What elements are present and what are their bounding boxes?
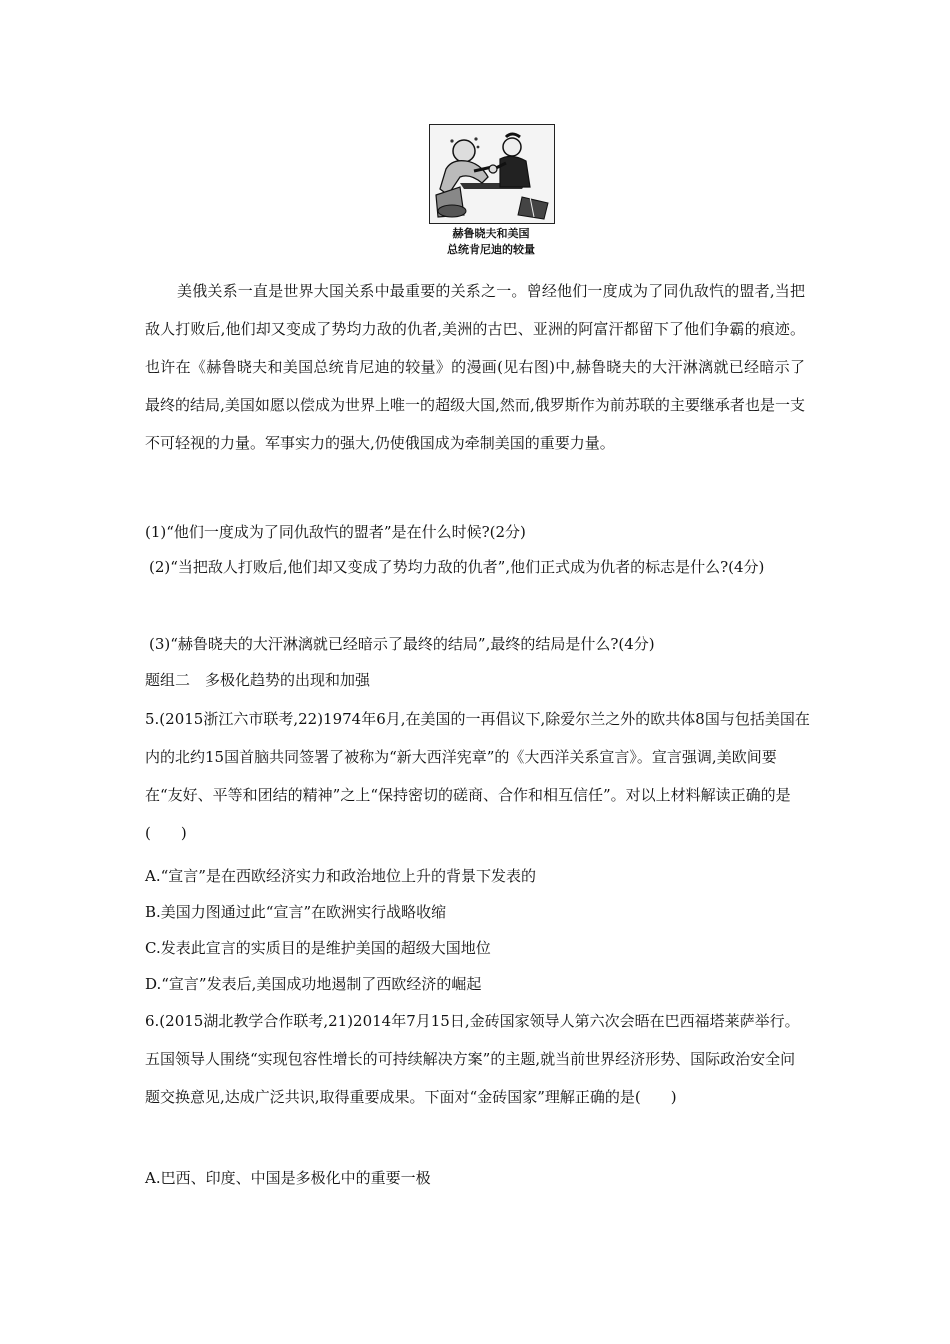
figure-caption-line1: 赫鲁晓夫和美国 [452,227,530,240]
cartoon-image [429,124,555,224]
reading-passage: 美俄关系一直是世界大国关系中最重要的关系之一。曾经他们一度成为了同仇敌忾的盟者,当把敌人打败后,他们却又变成了势均力敌的仇者,美洲的古巴、亚洲的阿富汗都留下了他们争霸的痕迹。也许在《赫鲁晓夫和美国总统肯尼迪的较量》的漫画(见右图)中,赫鲁晓夫的大汗淋漓就已经暗示了最终的结局,美国如愿以偿成为世界上唯一的超级大国,然而,俄罗斯作为前苏联的主要继承者也是一支不可轻视的力量。军事实力的强大,仍使俄国成为牵制美国的重要力量。 [145,282,805,452]
figure-caption-line2: 总统肯尼迪的较量 [447,243,535,256]
question-2-text: (2)“当把敌人打败后,他们却又变成了势均力敌的仇者”,他们正式成为仇者的标志是什么?(4分) [149,558,765,576]
question-1: (1)“他们一度成为了同仇敌忾的盟者”是在什么时候?(2分) [145,523,526,541]
arm-wrestling-cartoon-illustration [430,125,554,223]
question-5-stem: 5.(2015浙江六市联考,22)1974年6月,在美国的一再倡议下,除爱尔兰之外的欧共体8国与包括美国在内的北约15国首脑共同签署了被称为“新大西洋宪章”的《大西洋关系宣言》。宣言强调,美欧间要在“友好、平等和团结的精神”之上“保持密切的磋商、合作和相互信任”。对以上材料解读正确的是( ) [145,710,810,842]
question-5-option-d: D.“宣言”发表后,美国成功地遏制了西欧经济的崛起 [145,975,482,993]
question-3: (3)“赫鲁晓夫的大汗淋漓就已经暗示了最终的结局”,最终的结局是什么?(4分) [149,635,655,653]
question-2 [145,548,810,586]
section-title: 题组二 多极化趋势的出现和加强 [145,671,371,689]
question-6-option-a: A.巴西、印度、中国是多极化中的重要一极 [145,1169,431,1187]
question-5-option-b: B.美国力图通过此“宣言”在欧洲实行战略收缩 [145,903,447,921]
question-6-stem: 6.(2015湖北教学合作联考,21)2014年7月15日,金砖国家领导人第六次会晤在巴西福塔莱萨举行。五国领导人围绕“实现包容性增长的可持续解决方案”的主题,就当前世界经济形势、国际政治安全问题交换意见,达成广泛共识,取得重要成果。下面对“金砖国家”理解正确的是( ) [145,1012,800,1106]
question-5-option-a: A.“宣言”是在西欧经济实力和政治地位上升的背景下发表的 [145,867,536,885]
question-5-option-c: C.发表此宣言的实质目的是维护美国的超级大国地位 [145,939,491,957]
